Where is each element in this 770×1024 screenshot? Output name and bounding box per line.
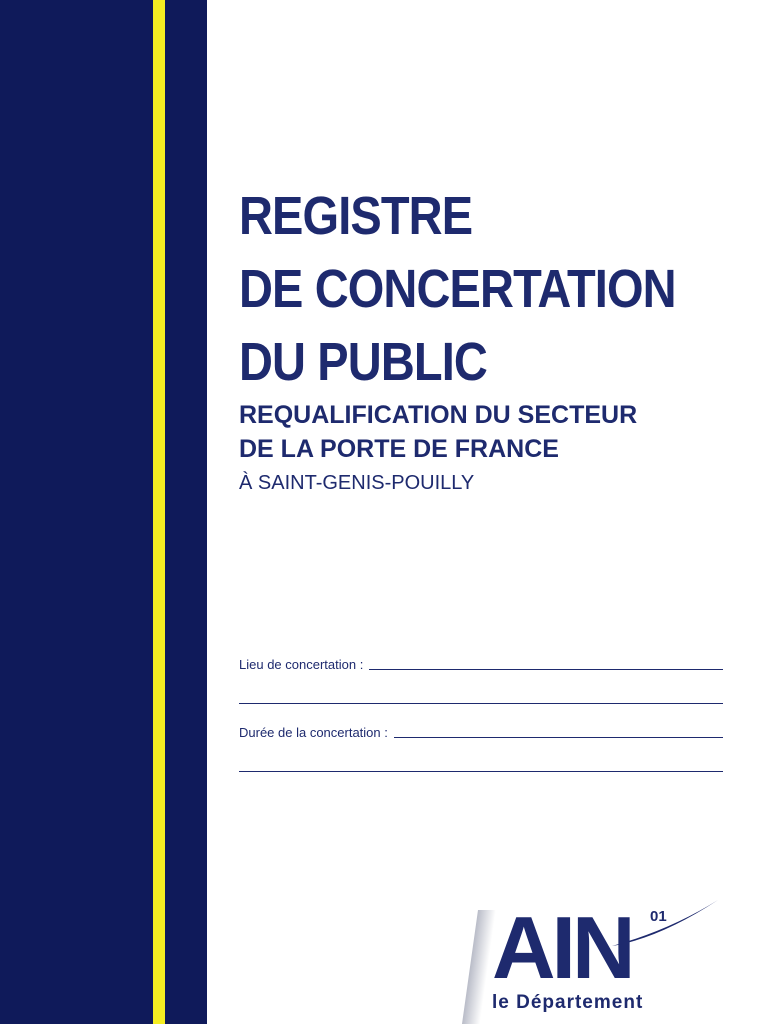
duree-label: Durée de la concertation : [239,725,388,740]
lieu-fill-line-2[interactable] [239,703,723,704]
lieu-label: Lieu de concertation : [239,657,364,672]
lieu-fill-line[interactable] [369,669,723,670]
location-text: À SAINT-GENIS-POUILLY [239,472,475,494]
right-navy-band [165,0,207,1024]
subtitle-line-2: DE LA PORTE DE FRANCE [239,435,559,463]
logo-ain-text: AIN [492,898,632,997]
lieu-field-continued[interactable] [239,686,723,706]
main-title [239,180,683,399]
logo-tagline: le Département [492,992,644,1013]
yellow-stripe [153,0,165,1024]
logo-number: 01 [650,908,667,925]
duree-fill-line-2[interactable] [239,771,723,772]
left-navy-band [0,0,153,1024]
title-line-1: REGISTRE [239,186,473,246]
duree-fill-line[interactable] [394,737,723,738]
logo-shadow-decoration [462,910,496,1024]
title-line-2: DE CONCERTATION [239,259,676,319]
title-line-3: DU PUBLIC [239,332,487,392]
duree-field[interactable] [239,720,723,740]
lieu-field[interactable] [239,652,723,672]
ain-department-logo [470,880,730,1024]
subtitle-line-1: REQUALIFICATION DU SECTEUR [239,401,638,429]
duree-field-continued[interactable] [239,754,723,774]
subtitle [239,398,637,466]
